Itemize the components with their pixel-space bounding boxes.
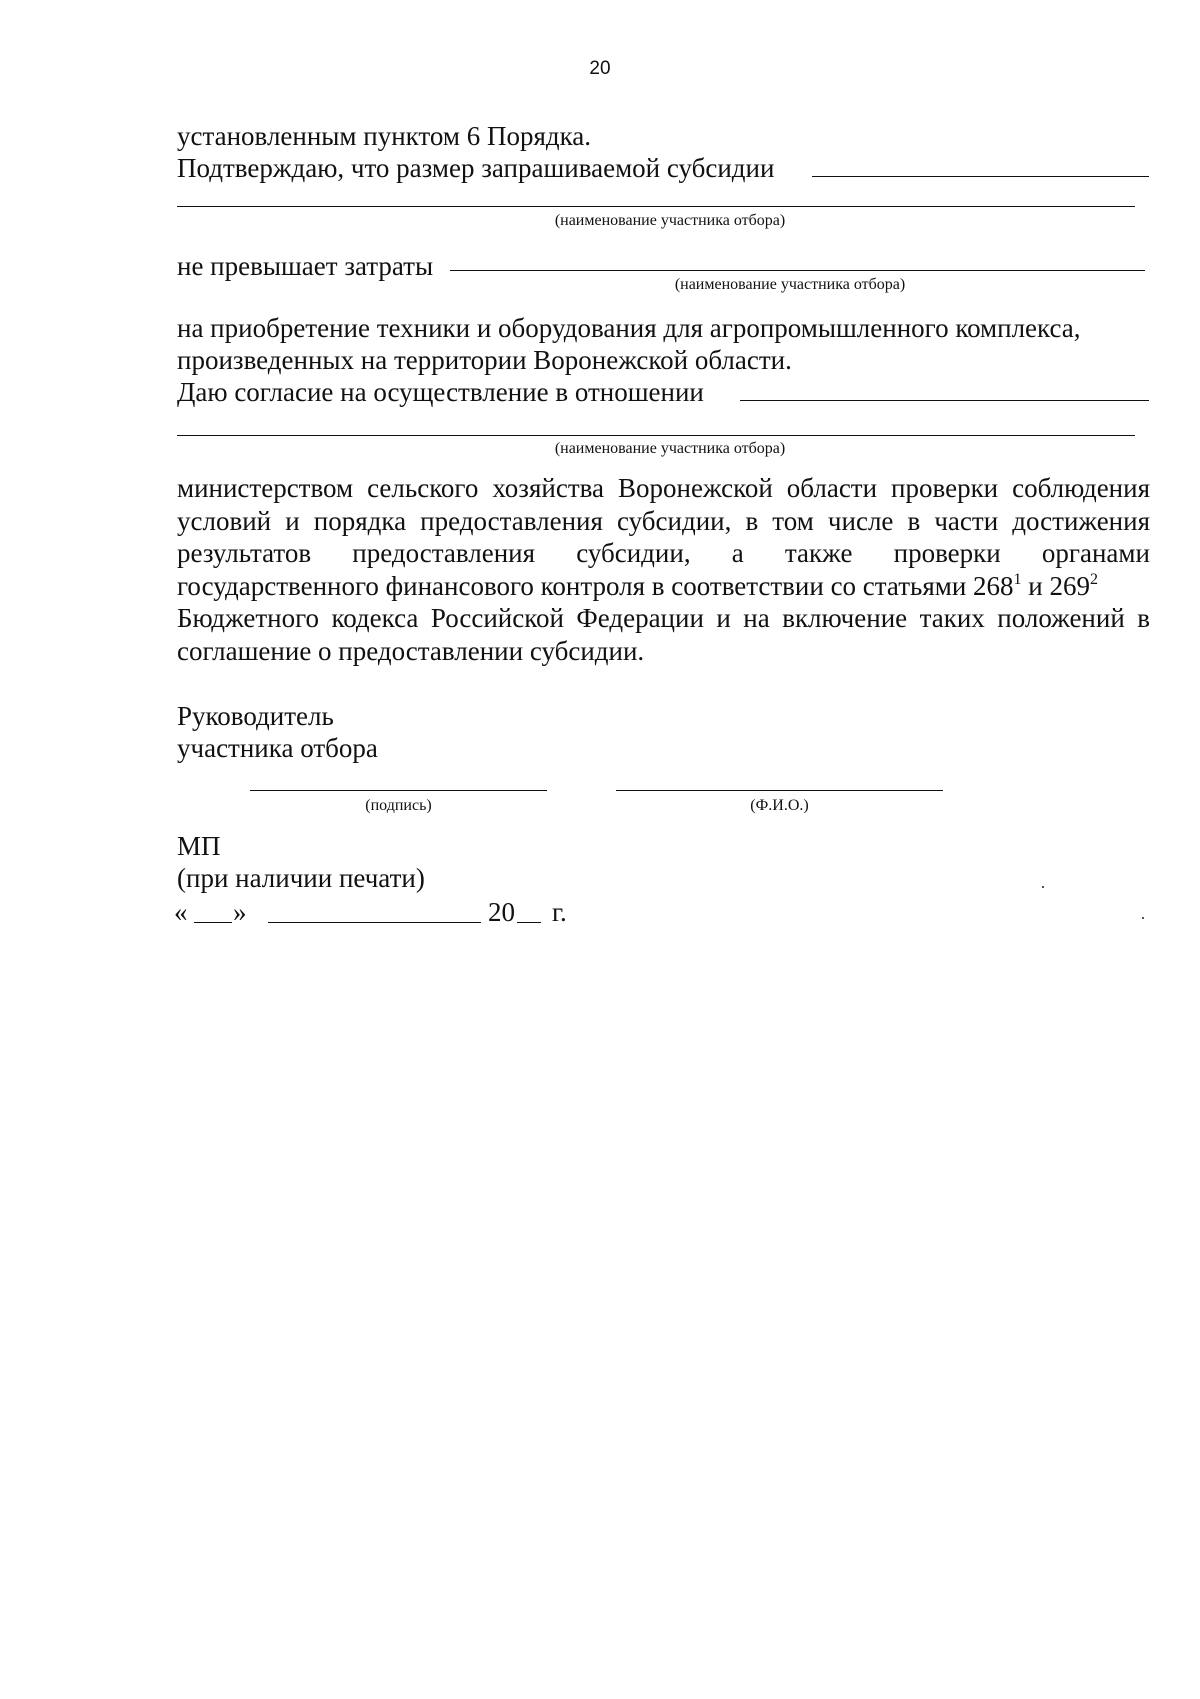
date-year-blank: [517, 922, 541, 923]
paragraph-row-3-word: субсидии,: [576, 538, 691, 569]
paragraph-row-3-word: а: [731, 538, 744, 569]
signatory-title-1: Руководитель: [177, 701, 334, 731]
participant-name-blank-3b: [177, 435, 1135, 436]
superscript-1: 1: [1013, 570, 1022, 588]
date-day-blank: [194, 922, 232, 923]
paragraph-row-2: условий и порядка предоставления субсидии, в том числе в части достижения: [177, 505, 1150, 536]
paragraph-row-3-word: результатов: [177, 538, 312, 569]
text-line-1: установленным пунктом 6 Порядка.: [177, 121, 592, 151]
paragraph-row-4-mid: и 269: [1021, 570, 1090, 601]
text-line-6: Даю согласие на осуществление в отношении: [177, 377, 704, 407]
caption-participant-1: (наименование участника отбора): [554, 212, 786, 229]
text-line-3: не превышает затраты: [177, 251, 434, 281]
paragraph-row-4-text: государственного финансового контроля в соответствии со статьями 268: [177, 570, 1014, 601]
subsidy-amount-blank: [812, 176, 1149, 177]
participant-name-blank-1: [177, 206, 1135, 207]
paragraph-row-4: [177, 570, 1150, 603]
caption-signature: (подпись): [365, 797, 432, 814]
seal-label: МП: [177, 831, 221, 861]
date-month-blank: [268, 922, 481, 923]
paragraph-row-3-word: предоставления: [352, 538, 536, 569]
date-close-quote: »: [233, 897, 247, 927]
paragraph-row-3-word: также: [784, 538, 853, 569]
date-open-quote: «: [174, 897, 188, 927]
page-number: 20: [589, 58, 611, 79]
paragraph-row-5: Бюджетного кодекса Российской Федерации и на включение таких положений в: [177, 603, 1150, 634]
text-line-4: на приобретение техники и оборудования для агропромышленного комплекса,: [177, 313, 1081, 343]
paragraph-row-6: соглашение о предоставлении субсидии.: [177, 635, 645, 666]
text-line-5: произведенных на территории Воронежской области.: [177, 345, 792, 375]
paragraph-row-3-word: проверки: [893, 538, 1001, 569]
paragraph-row-3-word: органами: [1041, 538, 1150, 569]
signatory-title-2: участника отбора: [177, 733, 378, 763]
caption-participant-2: (наименование участника отбора): [674, 276, 906, 293]
participant-name-blank-2: [450, 270, 1145, 271]
caption-full-name: (Ф.И.О.): [750, 797, 809, 814]
paragraph-row-3: [177, 537, 1150, 570]
seal-note: (при наличии печати): [177, 863, 425, 893]
date-year-suffix: г.: [552, 897, 567, 927]
full-name-blank: [616, 790, 943, 791]
date-year-prefix: 20: [488, 897, 515, 927]
participant-name-blank-3a: [740, 400, 1149, 401]
caption-participant-3: (наименование участника отбора): [554, 440, 786, 457]
paragraph-row-1: министерством сельского хозяйства Воронежской области проверки соблюдения: [177, 473, 1150, 503]
scan-speck: [1042, 886, 1044, 888]
superscript-2: 2: [1089, 570, 1098, 588]
signature-blank: [250, 790, 547, 791]
text-line-2: Подтверждаю, что размер запрашиваемой субсидии: [177, 153, 775, 183]
consent-paragraph: [177, 472, 1150, 668]
scan-speck: [1142, 917, 1144, 919]
